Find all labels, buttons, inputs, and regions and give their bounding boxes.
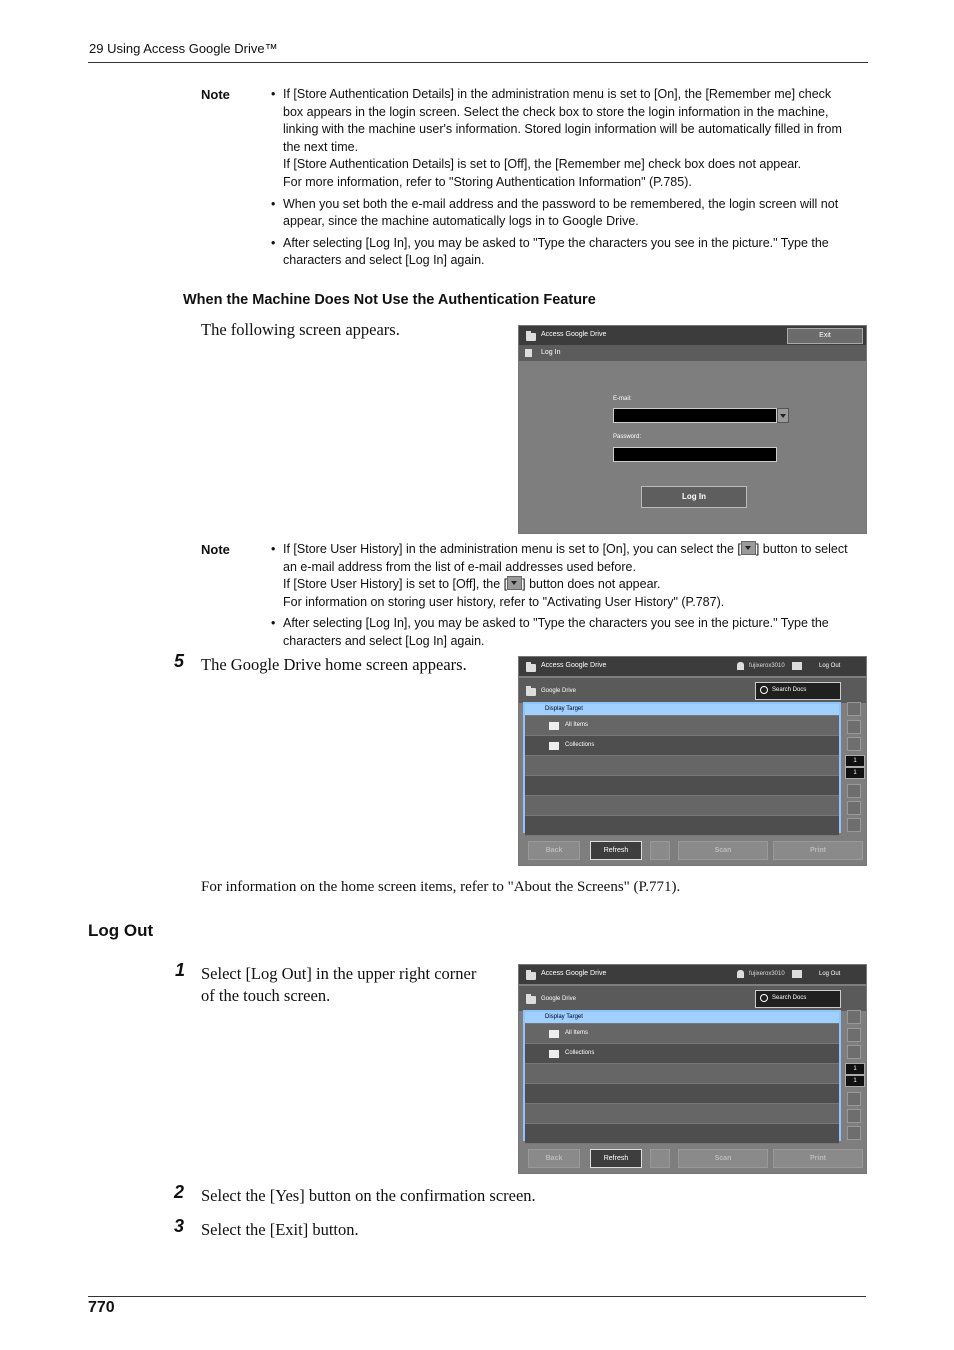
user-icon <box>737 970 744 978</box>
back-button[interactable]: Back <box>528 1149 580 1168</box>
folder-icon <box>526 996 536 1004</box>
scroll-up-button[interactable] <box>847 1045 861 1059</box>
following-screen-text: The following screen appears. <box>201 320 400 339</box>
scan-button[interactable]: Scan <box>678 1149 768 1168</box>
note-text: If [Store User History] is set to [Off], the [ <box>283 577 508 592</box>
login-header-title: Log In <box>541 349 561 356</box>
app-title-bar <box>519 657 866 676</box>
note-line: If [Store Authentication Details] is set to [Off], the [Remember me] check box does not appear. <box>283 157 802 172</box>
all-items-icon <box>549 722 559 730</box>
scroll-bottom-button[interactable] <box>847 818 861 832</box>
list-item <box>525 796 839 816</box>
list-item[interactable] <box>525 1024 839 1044</box>
user-name: fujixerox3010 <box>749 663 785 669</box>
search-icon <box>760 994 768 1002</box>
login-screenshot <box>518 325 867 534</box>
logout-button[interactable]: Log Out <box>819 663 841 669</box>
user-icon <box>737 662 744 670</box>
step-line: of the touch screen. <box>201 986 331 1005</box>
note-line: For more information, refer to "Storing Authentication Information" (P.785). <box>283 174 692 189</box>
details-button[interactable] <box>650 841 670 860</box>
file-list <box>523 1010 841 1141</box>
page-total: 1 <box>845 1075 865 1087</box>
step-number: 3 <box>174 1216 185 1236</box>
page-total: 1 <box>845 767 865 779</box>
scroll-down-button[interactable] <box>847 784 861 798</box>
home-screenshot <box>518 964 867 1174</box>
list-item <box>525 1064 839 1084</box>
back-button[interactable]: Back <box>528 841 580 860</box>
list-item <box>525 1104 839 1124</box>
folder-icon <box>526 333 536 341</box>
step-number: 5 <box>174 651 185 671</box>
search-docs-label: Search Docs <box>772 687 807 693</box>
note-bullet <box>270 196 868 231</box>
home-screenshot <box>518 656 867 866</box>
email-field[interactable] <box>613 408 777 423</box>
user-name: fujixerox3010 <box>749 971 785 977</box>
note-line: characters and select [Log In] again. <box>283 253 485 268</box>
note-line <box>283 576 868 594</box>
note-line: box appears in the login screen. Select the check box to store the login information in the machine, <box>283 104 829 119</box>
scroll-top-button[interactable] <box>847 702 861 716</box>
list-item <box>525 1124 839 1144</box>
app-title-bar <box>519 326 866 345</box>
running-header: 29 Using Access Google Drive™ <box>89 41 278 56</box>
email-label: E-mail: <box>613 396 632 402</box>
list-item-label: Collections <box>565 742 595 748</box>
switch-icon <box>792 970 802 978</box>
list-item[interactable] <box>525 1044 839 1064</box>
folder-icon <box>526 688 536 696</box>
page-current: 1 <box>845 755 865 767</box>
folder-icon <box>549 742 559 750</box>
app-title-bar <box>519 965 866 984</box>
note-line: characters and select [Log In] again. <box>283 633 485 648</box>
subsection-heading: When the Machine Does Not Use the Authentication Feature <box>183 292 596 308</box>
search-docs-label: Search Docs <box>772 995 807 1001</box>
note-bullet <box>270 235 868 270</box>
dropdown-arrow-icon <box>741 541 756 555</box>
switch-icon <box>792 662 802 670</box>
scroll-page-down-button[interactable] <box>847 801 861 815</box>
note-line: linking with the machine user's information. Stored login information will be automatically filled in from <box>283 122 842 137</box>
note-text: If [Store User History] in the administration menu is set to [On], you can select the [ <box>283 542 741 556</box>
note-line: • After selecting [Log In], you may be asked to "Type the characters you see in the picture." Type the <box>283 616 829 631</box>
note-label: Note <box>201 87 230 102</box>
list-item[interactable] <box>525 736 839 756</box>
location-label: Google Drive <box>541 996 577 1002</box>
note-bullet <box>270 615 868 650</box>
list-item-label: Collections <box>565 1050 595 1056</box>
scroll-down-button[interactable] <box>847 1092 861 1106</box>
scan-button[interactable]: Scan <box>678 841 768 860</box>
location-row <box>519 678 866 703</box>
folder-icon <box>549 1050 559 1058</box>
step-text: The Google Drive home screen appears. <box>201 655 467 674</box>
scroll-top-button[interactable] <box>847 1010 861 1024</box>
list-item-label: All Items <box>565 1030 589 1036</box>
step-line: Select [Log Out] in the upper right corner <box>201 964 477 983</box>
step-number: 1 <box>175 960 186 980</box>
page-number: 770 <box>88 1299 115 1316</box>
scroll-page-down-button[interactable] <box>847 1109 861 1123</box>
step-text: Select the [Yes] button on the confirmation screen. <box>201 1186 536 1205</box>
refresh-button[interactable]: Refresh <box>590 1149 642 1168</box>
folder-icon <box>526 972 536 980</box>
display-target-row[interactable]: Display Target <box>525 1012 839 1024</box>
page-current: 1 <box>845 1063 865 1075</box>
list-item[interactable] <box>525 716 839 736</box>
note-text: ] button does not appear. <box>522 577 661 592</box>
list-item <box>525 776 839 796</box>
details-button[interactable] <box>650 1149 670 1168</box>
search-icon <box>760 686 768 694</box>
scroll-page-up-button[interactable] <box>847 1028 861 1042</box>
app-title: Access Google Drive <box>541 970 607 977</box>
scroll-up-button[interactable] <box>847 737 861 751</box>
note-line: appear, since the machine automatically logs in to Google Drive. <box>283 214 639 229</box>
search-docs-button[interactable] <box>755 990 841 1008</box>
door-icon <box>525 349 532 357</box>
email-history-dropdown[interactable] <box>777 408 789 423</box>
note-line: For information on storing user history, refer to "Activating User History" (P.787). <box>283 594 725 609</box>
login-header <box>519 345 866 361</box>
header-rule <box>88 62 868 63</box>
step-text <box>201 963 476 1007</box>
display-target-row[interactable]: Display Target <box>525 704 839 716</box>
exit-button[interactable]: Exit <box>787 328 863 344</box>
note-bullets <box>270 86 868 274</box>
location-row <box>519 986 866 1011</box>
app-title: Access Google Drive <box>541 331 607 338</box>
section-heading: Log Out <box>88 921 154 940</box>
list-item <box>525 1084 839 1104</box>
print-button[interactable]: Print <box>773 1149 863 1168</box>
password-label: Password: <box>613 434 642 440</box>
reference-text: For information on the home screen items, refer to "About the Screens" (P.771). <box>201 879 681 895</box>
refresh-button[interactable]: Refresh <box>590 841 642 860</box>
search-docs-button[interactable] <box>755 682 841 700</box>
note-label: Note <box>201 542 230 557</box>
all-items-icon <box>549 1030 559 1038</box>
note-line <box>283 541 868 559</box>
print-button[interactable]: Print <box>773 841 863 860</box>
note-line: an e-mail address from the list of e-mail addresses used before. <box>283 559 636 574</box>
dropdown-arrow-icon <box>507 576 522 590</box>
login-button[interactable]: Log In <box>641 486 747 508</box>
note-line: • After selecting [Log In], you may be asked to "Type the characters you see in the picture." Type the <box>283 235 829 250</box>
note-bullet <box>270 86 868 192</box>
note-line: • When you set both the e-mail address and the password to be remembered, the login screen will not <box>283 196 839 211</box>
list-item <box>525 756 839 776</box>
note-bullets <box>270 541 868 655</box>
step-text: Select the [Exit] button. <box>201 1220 359 1239</box>
folder-icon <box>526 664 536 672</box>
note-text: ] button to select <box>755 542 848 556</box>
note-line: • If [Store Authentication Details] in the administration menu is set to [On], the [Remember me] check <box>283 87 832 101</box>
list-item-label: All Items <box>565 722 589 728</box>
app-title: Access Google Drive <box>541 662 607 669</box>
scroll-page-up-button[interactable] <box>847 720 861 734</box>
note-line: the next time. <box>283 139 359 154</box>
scroll-bottom-button[interactable] <box>847 1126 861 1140</box>
logout-button[interactable]: Log Out <box>819 971 841 977</box>
file-list <box>523 702 841 833</box>
step-number: 2 <box>174 1182 185 1202</box>
list-item <box>525 816 839 836</box>
note-bullet <box>270 541 868 611</box>
password-field[interactable] <box>613 447 777 462</box>
footer-rule <box>88 1296 866 1297</box>
location-label: Google Drive <box>541 688 577 694</box>
